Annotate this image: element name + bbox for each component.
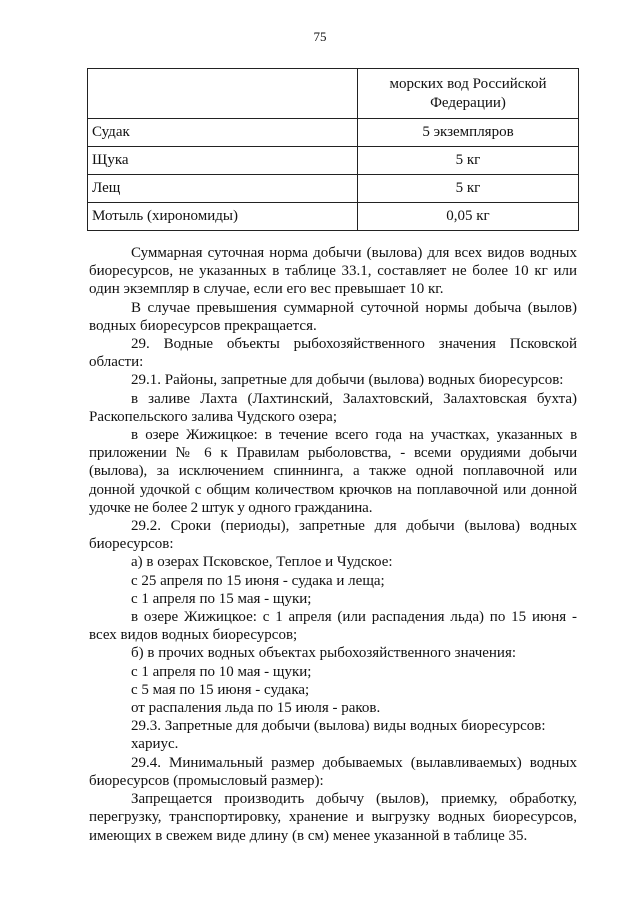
table-row — [88, 203, 579, 231]
paragraph-lakhta-bay: в заливе Лахта (Лахтинский, Залахтовский, Залахтовская бухта) Раскопельского залива Чудского озера; — [89, 390, 577, 425]
section-29-2-heading: 29.2. Сроки (периоды), запретные для добычи (вылова) водных биоресурсов: — [89, 518, 577, 553]
species-cell: Судак — [88, 119, 358, 147]
catch-norms-table — [87, 68, 579, 231]
list-item: с 5 мая по 15 июня - судака; — [131, 681, 310, 698]
norm-cell: 5 экземпляров — [358, 119, 579, 147]
table-row — [88, 119, 579, 147]
list-item: хариус. — [131, 736, 179, 753]
document-body — [89, 244, 577, 845]
section-29-3-heading: 29.3. Запретные для добычи (вылова) виды водных биоресурсов: — [131, 718, 546, 735]
norm-cell: 5 кг — [358, 175, 579, 203]
list-item: с 1 апреля по 15 мая - щуки; — [131, 590, 312, 607]
species-cell: Щука — [88, 147, 358, 175]
table-header-cell-1 — [88, 69, 358, 119]
list-item: с 25 апреля по 15 июня - судака и леща; — [131, 572, 385, 589]
list-item: б) в прочих водных объектах рыбохозяйственного значения: — [131, 645, 517, 662]
paragraph-lake-zhizhitskoe: в озере Жижицкое: в течение всего года на участках, указанных в приложении № 6 к Правилам рыболовства, - всеми орудиями добычи (вылова), за исключением спиннинга, а также одной поплавочной или донной удочкой с общим количеством крючков на поплавочной или донной удочке не более 2 штук у одного гражданина. — [89, 427, 577, 516]
paragraph-total-daily-norm: Суммарная суточная норма добычи (вылова) для всех видов водных биоресурсов, не указанных в таблице 33.1, составляет не более 10 кг или один экземпляр в случае, если его вес превышает 10 кг. — [89, 245, 577, 298]
table-row — [88, 175, 579, 203]
section-29-4-heading: 29.4. Минимальный размер добываемых (вылавливаемых) водных биоресурсов (промысловый размер): — [89, 754, 577, 789]
list-item: а) в озерах Псковское, Теплое и Чудское: — [131, 554, 393, 571]
page-number: 75 — [313, 29, 327, 44]
norm-cell: 0,05 кг — [358, 203, 579, 231]
table-row — [88, 147, 579, 175]
species-cell: Мотыль (хирономиды) — [88, 203, 358, 231]
section-29-1-heading: 29.1. Районы, запретные для добычи (вылова) водных биоресурсов: — [131, 372, 564, 389]
species-cell: Лещ — [88, 175, 358, 203]
paragraph-prohibition: Запрещается производить добычу (вылов), приемку, обработку, перегрузку, транспортировку, хранение и выгрузку водных биоресурсов, имеющих в свежем виде длину (в см) менее указанной в таблице 35. — [89, 791, 577, 844]
table-header-row — [88, 69, 579, 119]
list-item: с 1 апреля по 10 мая - щуки; — [131, 663, 312, 680]
section-29-heading: 29. Водные объекты рыбохозяйственного значения Псковской области: — [89, 336, 577, 371]
list-item: от распаления льда по 15 июля - раков. — [131, 700, 381, 717]
list-item: в озере Жижицкое: с 1 апреля (или распадения льда) по 15 июня - всех видов водных биоресурсов; — [89, 609, 577, 644]
paragraph-norm-exceeded: В случае превышения суммарной суточной нормы добыча (вылов) водных биоресурсов прекращается. — [89, 299, 577, 334]
norm-cell: 5 кг — [358, 147, 579, 175]
table-header-cell-2: морских вод Российской Федерации) — [358, 69, 579, 119]
